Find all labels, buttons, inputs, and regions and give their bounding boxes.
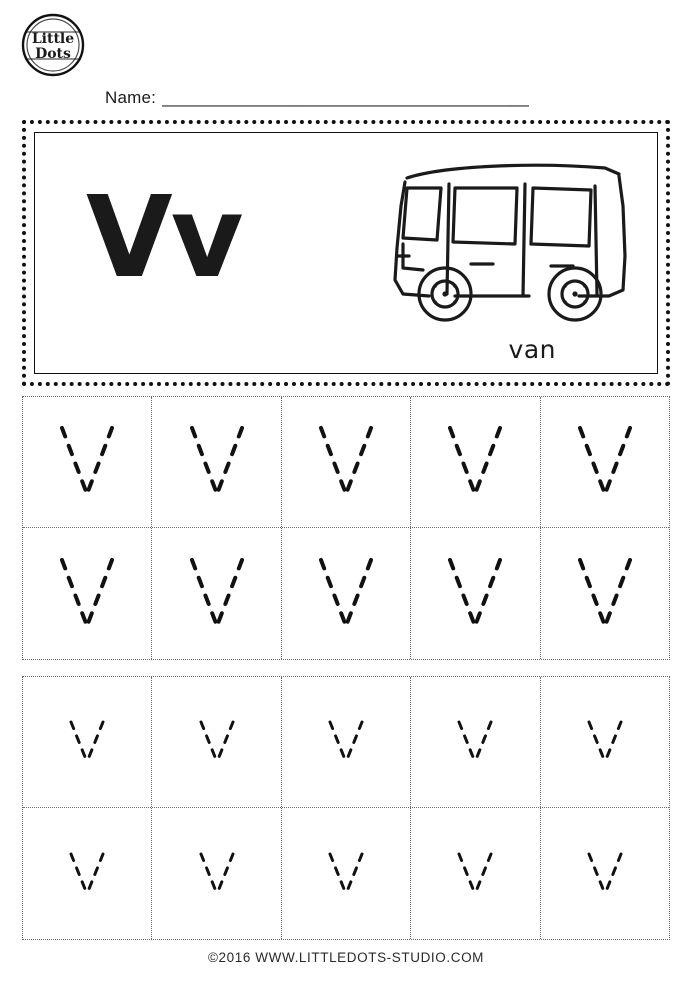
tracing-cell[interactable] xyxy=(411,808,540,939)
picture-word: van xyxy=(508,335,556,364)
tracing-row xyxy=(23,397,669,528)
tracing-cell[interactable] xyxy=(282,808,411,939)
letter-banner xyxy=(22,120,670,386)
tracing-block-lowercase xyxy=(22,676,670,940)
tracing-cell[interactable] xyxy=(541,677,669,807)
logo-line-1: Little xyxy=(31,31,75,48)
tracing-cell[interactable] xyxy=(23,397,152,527)
tracing-cell[interactable] xyxy=(541,397,669,527)
tracing-cell[interactable] xyxy=(411,677,540,807)
tracing-row xyxy=(23,677,669,808)
tracing-cell[interactable] xyxy=(411,528,540,659)
tracing-cell[interactable] xyxy=(411,397,540,527)
tracing-cell[interactable] xyxy=(152,677,281,807)
footer-credit: ©2016 WWW.LITTLEDOTS-STUDIO.COM xyxy=(207,950,485,965)
banner-letters: Vv xyxy=(86,173,242,303)
logo-line-2: Dots xyxy=(35,46,71,62)
tracing-cell[interactable] xyxy=(282,677,411,807)
tracing-row xyxy=(23,808,669,939)
tracing-cell[interactable] xyxy=(541,528,669,659)
tracing-cell[interactable] xyxy=(541,808,669,939)
tracing-cell[interactable] xyxy=(152,808,281,939)
van-illustration xyxy=(383,144,638,344)
name-input-line[interactable]: _________________________________________ xyxy=(162,88,530,107)
tracing-cell[interactable] xyxy=(152,528,281,659)
tracing-cell[interactable] xyxy=(23,528,152,659)
tracing-cell[interactable] xyxy=(282,397,411,527)
tracing-cell[interactable] xyxy=(23,677,152,807)
tracing-cell[interactable] xyxy=(23,808,152,939)
brand-logo xyxy=(16,10,90,84)
tracing-cell[interactable] xyxy=(152,397,281,527)
tracing-cell[interactable] xyxy=(282,528,411,659)
tracing-block-uppercase xyxy=(22,396,670,660)
tracing-row xyxy=(23,528,669,659)
name-field-row xyxy=(105,88,625,108)
name-label: Name: xyxy=(105,88,157,107)
